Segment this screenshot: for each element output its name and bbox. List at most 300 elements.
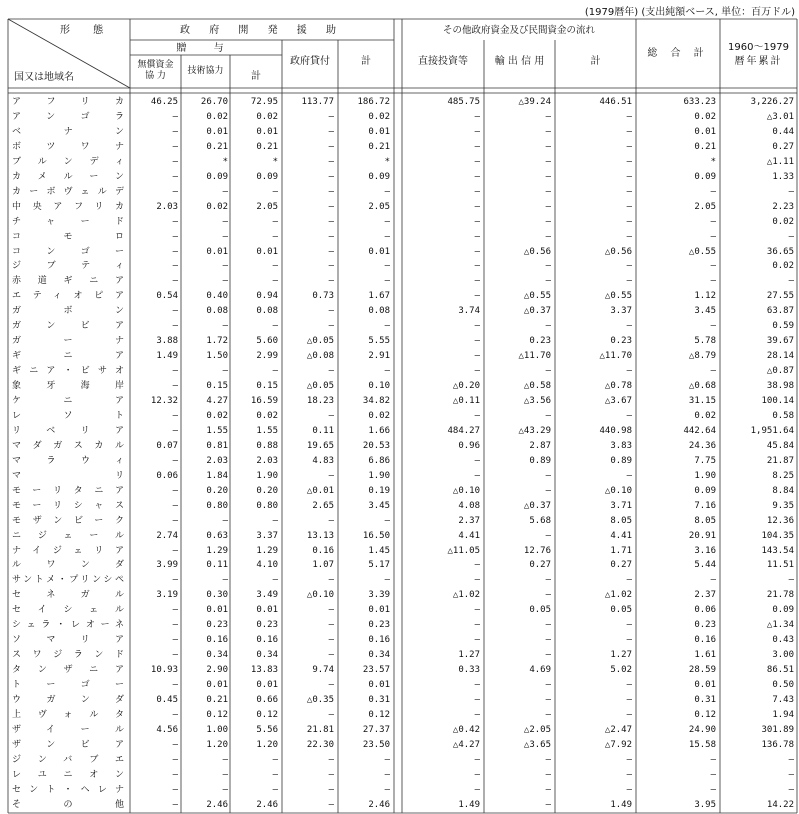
header-loans: 政府貸付 bbox=[290, 56, 330, 67]
value-cell: 3.45 bbox=[368, 500, 390, 511]
value-cell: — bbox=[626, 635, 632, 646]
value-cell: 0.12 bbox=[694, 709, 716, 720]
value-cell: — bbox=[788, 276, 794, 287]
value-cell: — bbox=[545, 141, 551, 152]
country-name: マリ bbox=[12, 470, 124, 481]
value-cell: △1.11 bbox=[766, 156, 794, 167]
value-cell: 3.71 bbox=[610, 500, 632, 511]
value-cell: 0.89 bbox=[529, 455, 551, 466]
value-cell: — bbox=[788, 784, 794, 795]
value-cell: 3.74 bbox=[458, 306, 480, 317]
value-cell: 3.19 bbox=[156, 590, 178, 601]
value-cell: — bbox=[474, 156, 480, 167]
value-cell: — bbox=[710, 366, 716, 377]
header-cumulative-1: 1960～1979 bbox=[728, 42, 789, 53]
value-cell: — bbox=[328, 186, 334, 197]
country-name: タンザニア bbox=[12, 665, 124, 676]
value-cell: 0.44 bbox=[772, 126, 794, 137]
value-cell: 440.98 bbox=[599, 425, 632, 436]
value-cell: — bbox=[172, 620, 178, 631]
value-cell: 0.23 bbox=[610, 336, 632, 347]
header-tech: 技術協力 bbox=[187, 66, 224, 76]
value-cell: 0.81 bbox=[206, 440, 228, 451]
table-row bbox=[0, 633, 799, 648]
value-cell: 3.00 bbox=[772, 650, 794, 661]
value-cell: 0.27 bbox=[772, 141, 794, 152]
value-cell: — bbox=[710, 261, 716, 272]
value-cell: 0.11 bbox=[312, 425, 334, 436]
value-cell: 2.46 bbox=[256, 799, 278, 810]
value-cell: — bbox=[328, 366, 334, 377]
value-cell: — bbox=[626, 171, 632, 182]
value-cell: 0.02 bbox=[256, 410, 278, 421]
country-name: レユニオン bbox=[12, 769, 124, 780]
value-cell: △0.35 bbox=[306, 695, 334, 705]
value-cell: 0.34 bbox=[206, 650, 228, 661]
header-country: 国又は地域名 bbox=[14, 72, 74, 83]
value-cell: — bbox=[474, 680, 480, 691]
value-cell: 2.03 bbox=[206, 455, 228, 466]
value-cell: 1.55 bbox=[206, 425, 228, 436]
value-cell: — bbox=[710, 231, 716, 242]
value-cell: — bbox=[626, 754, 632, 765]
value-cell: — bbox=[545, 171, 551, 182]
value-cell: 0.27 bbox=[529, 560, 551, 571]
value-cell: — bbox=[172, 410, 178, 421]
value-cell: 3.88 bbox=[156, 336, 178, 347]
country-name: モザンビーク bbox=[12, 515, 124, 526]
value-cell: — bbox=[328, 680, 334, 691]
value-cell: — bbox=[474, 276, 480, 287]
value-cell: — bbox=[545, 261, 551, 272]
value-cell: 3.83 bbox=[610, 440, 632, 451]
value-cell: — bbox=[474, 784, 480, 795]
value-cell: — bbox=[474, 231, 480, 242]
value-cell: — bbox=[474, 560, 480, 571]
table-row bbox=[0, 215, 799, 230]
value-cell: — bbox=[328, 261, 334, 272]
value-cell: 0.12 bbox=[368, 709, 390, 720]
value-cell: 0.08 bbox=[256, 306, 278, 317]
value-cell: 1.00 bbox=[206, 724, 228, 735]
value-cell: — bbox=[545, 709, 551, 720]
country-name: コモロ bbox=[12, 231, 124, 242]
country-name: セネガル bbox=[12, 590, 124, 601]
value-cell: — bbox=[384, 769, 390, 780]
value-cell: 24.90 bbox=[688, 724, 716, 735]
value-cell: 143.54 bbox=[761, 545, 794, 556]
value-cell: — bbox=[328, 515, 334, 526]
country-name: ブルンディ bbox=[12, 156, 124, 167]
value-cell: 3.37 bbox=[610, 306, 632, 317]
value-cell: 0.66 bbox=[256, 695, 278, 705]
value-cell: — bbox=[626, 709, 632, 720]
table-row bbox=[0, 110, 799, 125]
value-cell: 0.23 bbox=[529, 336, 551, 347]
value-cell: — bbox=[626, 156, 632, 167]
value-cell: — bbox=[172, 156, 178, 167]
value-cell: 1.67 bbox=[368, 291, 390, 302]
value-cell: 0.96 bbox=[458, 440, 480, 451]
value-cell: — bbox=[545, 321, 551, 332]
value-cell: — bbox=[474, 695, 480, 705]
value-cell: 1.33 bbox=[772, 171, 794, 182]
value-cell: 0.06 bbox=[694, 605, 716, 616]
value-cell: 0.50 bbox=[772, 680, 794, 691]
value-cell: 0.16 bbox=[256, 635, 278, 646]
value-cell: 28.59 bbox=[688, 665, 716, 676]
table-row bbox=[0, 125, 799, 140]
table-row bbox=[0, 484, 799, 499]
table-row bbox=[0, 783, 799, 798]
value-cell: 1.55 bbox=[256, 425, 278, 436]
value-cell: — bbox=[384, 515, 390, 526]
table-row bbox=[0, 499, 799, 514]
value-cell: 9.74 bbox=[312, 665, 334, 676]
table-row bbox=[0, 364, 799, 379]
value-cell: 0.45 bbox=[156, 695, 178, 705]
value-cell: 1,951.64 bbox=[750, 425, 794, 436]
value-cell: 13.83 bbox=[250, 665, 278, 676]
header-oof: その他政府資金及び民間資金の流れ bbox=[442, 25, 595, 36]
value-cell: 8.05 bbox=[610, 515, 632, 526]
value-cell: — bbox=[626, 276, 632, 287]
value-cell: 2.03 bbox=[156, 201, 178, 212]
value-cell: — bbox=[328, 784, 334, 795]
country-name: カーボヴェルデ bbox=[12, 186, 124, 197]
value-cell: 0.23 bbox=[206, 620, 228, 631]
country-name: ザイール bbox=[12, 724, 124, 735]
value-cell: — bbox=[172, 231, 178, 242]
country-name: セイシェル bbox=[12, 605, 124, 616]
value-cell: 21.81 bbox=[306, 724, 334, 735]
table-row bbox=[0, 558, 799, 573]
value-cell: 3.95 bbox=[694, 799, 716, 810]
value-cell: 2.46 bbox=[368, 799, 390, 810]
value-cell: 0.34 bbox=[368, 650, 390, 661]
country-name: ギニア・ビサオ bbox=[12, 366, 124, 377]
country-name: コンゴー bbox=[12, 246, 124, 257]
value-cell: 12.76 bbox=[523, 545, 551, 556]
value-cell: — bbox=[545, 410, 551, 421]
value-cell: — bbox=[788, 231, 794, 242]
value-cell: — bbox=[328, 620, 334, 631]
country-name: 中央アフリカ bbox=[12, 201, 124, 212]
value-cell: 1.66 bbox=[368, 425, 390, 436]
value-cell: 0.15 bbox=[256, 381, 278, 392]
value-cell: 20.91 bbox=[688, 530, 716, 541]
value-cell: — bbox=[545, 231, 551, 242]
value-cell: — bbox=[710, 216, 716, 227]
value-cell: — bbox=[384, 231, 390, 242]
value-cell: — bbox=[172, 515, 178, 526]
value-cell: — bbox=[222, 261, 228, 272]
value-cell: — bbox=[272, 276, 278, 287]
table-row bbox=[0, 245, 799, 260]
country-name: ジブティ bbox=[12, 261, 124, 272]
value-cell: 1.12 bbox=[694, 291, 716, 302]
country-name: ルワンダ bbox=[12, 560, 124, 571]
value-cell: 186.72 bbox=[357, 97, 390, 107]
header-oof-total: 計 bbox=[590, 56, 601, 67]
table-row bbox=[0, 185, 799, 200]
value-cell: 0.20 bbox=[206, 485, 228, 496]
value-cell: — bbox=[474, 366, 480, 377]
value-cell: — bbox=[272, 231, 278, 242]
value-cell: 0.01 bbox=[694, 126, 716, 137]
value-cell: — bbox=[172, 111, 178, 122]
value-cell: — bbox=[328, 111, 334, 122]
table-row bbox=[0, 723, 799, 738]
value-cell: — bbox=[545, 680, 551, 691]
value-cell: — bbox=[328, 410, 334, 421]
value-cell: — bbox=[545, 485, 551, 496]
value-cell: 0.01 bbox=[256, 126, 278, 137]
value-cell: 7.75 bbox=[694, 455, 716, 466]
value-cell: △3.56 bbox=[523, 396, 551, 406]
value-cell: 2.87 bbox=[529, 440, 551, 451]
value-cell: 0.09 bbox=[368, 171, 390, 182]
value-cell: 1.20 bbox=[256, 739, 278, 750]
value-cell: 16.59 bbox=[250, 396, 278, 406]
value-cell: 0.08 bbox=[368, 306, 390, 317]
value-cell: 485.75 bbox=[447, 97, 480, 107]
value-cell: 0.21 bbox=[256, 141, 278, 152]
header-grand-total: 総 合 計 bbox=[647, 48, 709, 59]
table-row bbox=[0, 439, 799, 454]
value-cell: — bbox=[328, 306, 334, 317]
value-cell: 0.02 bbox=[772, 261, 794, 272]
value-cell: 1.90 bbox=[694, 470, 716, 481]
country-name: モーリシャス bbox=[12, 500, 124, 511]
value-cell: — bbox=[328, 769, 334, 780]
value-cell: 0.21 bbox=[206, 695, 228, 705]
value-cell: 0.21 bbox=[694, 141, 716, 152]
value-cell: 21.87 bbox=[766, 455, 794, 466]
value-cell: △0.42 bbox=[452, 724, 480, 735]
value-cell: 0.01 bbox=[368, 680, 390, 691]
value-cell: 1.50 bbox=[206, 351, 228, 362]
value-cell: — bbox=[474, 186, 480, 197]
country-name: ニジェール bbox=[12, 530, 124, 541]
value-cell: △0.55 bbox=[523, 291, 551, 302]
value-cell: 1.29 bbox=[206, 545, 228, 556]
value-cell: — bbox=[626, 186, 632, 197]
value-cell: 0.19 bbox=[368, 485, 390, 496]
value-cell: — bbox=[172, 680, 178, 691]
table-row bbox=[0, 738, 799, 753]
value-cell: 0.01 bbox=[206, 605, 228, 616]
value-cell: △8.79 bbox=[688, 351, 716, 362]
value-cell: — bbox=[328, 635, 334, 646]
value-cell: — bbox=[545, 186, 551, 197]
country-name: 赤道ギニア bbox=[12, 276, 124, 287]
value-cell: — bbox=[545, 590, 551, 601]
value-cell: 2.05 bbox=[694, 201, 716, 212]
value-cell: 0.94 bbox=[256, 291, 278, 302]
value-cell: △0.20 bbox=[452, 381, 480, 392]
value-cell: — bbox=[384, 754, 390, 765]
value-cell: 0.01 bbox=[206, 246, 228, 257]
value-cell: — bbox=[222, 276, 228, 287]
value-cell: — bbox=[172, 500, 178, 511]
value-cell: — bbox=[384, 261, 390, 272]
value-cell: 26.70 bbox=[200, 97, 228, 107]
value-cell: — bbox=[172, 171, 178, 182]
value-cell: 28.14 bbox=[766, 351, 794, 362]
value-cell: — bbox=[474, 261, 480, 272]
value-cell: 3.37 bbox=[256, 530, 278, 541]
value-cell: 0.16 bbox=[312, 545, 334, 556]
value-cell: 0.54 bbox=[156, 291, 178, 302]
value-cell: 4.10 bbox=[256, 560, 278, 571]
value-cell: — bbox=[172, 769, 178, 780]
value-cell: 3.99 bbox=[156, 560, 178, 571]
value-cell: 0.43 bbox=[772, 635, 794, 646]
value-cell: — bbox=[545, 201, 551, 212]
value-cell: 9.35 bbox=[772, 500, 794, 511]
value-cell: — bbox=[222, 575, 228, 586]
table-row bbox=[0, 678, 799, 693]
value-cell: — bbox=[545, 366, 551, 377]
value-cell: 22.30 bbox=[306, 739, 334, 750]
value-cell: — bbox=[474, 171, 480, 182]
value-cell: — bbox=[474, 635, 480, 646]
value-cell: — bbox=[384, 366, 390, 377]
value-cell: 0.01 bbox=[694, 680, 716, 691]
value-cell: — bbox=[626, 231, 632, 242]
value-cell: — bbox=[172, 709, 178, 720]
value-cell: — bbox=[710, 276, 716, 287]
value-cell: 3.45 bbox=[694, 306, 716, 317]
value-cell: — bbox=[328, 201, 334, 212]
header-cumulative-2: 暦年累計 bbox=[734, 56, 783, 67]
value-cell: — bbox=[710, 186, 716, 197]
country-name: ガーナ bbox=[12, 336, 124, 347]
value-cell: △0.10 bbox=[306, 590, 334, 601]
value-cell: 4.41 bbox=[458, 530, 480, 541]
value-cell: — bbox=[172, 425, 178, 436]
value-cell: — bbox=[710, 575, 716, 586]
value-cell: 38.98 bbox=[766, 381, 794, 392]
value-cell: — bbox=[222, 321, 228, 332]
value-cell: — bbox=[328, 156, 334, 167]
value-cell: — bbox=[545, 620, 551, 631]
value-cell: 8.25 bbox=[772, 470, 794, 481]
value-cell: 5.56 bbox=[256, 724, 278, 735]
table-row bbox=[0, 319, 799, 334]
value-cell: 0.15 bbox=[206, 381, 228, 392]
value-cell: 12.36 bbox=[766, 515, 794, 526]
value-cell: — bbox=[474, 351, 480, 362]
value-cell: 0.31 bbox=[694, 695, 716, 705]
value-cell: 0.02 bbox=[206, 111, 228, 122]
value-cell: — bbox=[172, 799, 178, 810]
value-cell: 0.12 bbox=[206, 709, 228, 720]
table-row bbox=[0, 603, 799, 618]
value-cell: 0.23 bbox=[694, 620, 716, 631]
value-cell: 4.41 bbox=[610, 530, 632, 541]
value-cell: — bbox=[172, 754, 178, 765]
value-cell: 1.94 bbox=[772, 709, 794, 720]
country-name: ガンビア bbox=[12, 321, 124, 332]
value-cell: △0.05 bbox=[306, 336, 334, 347]
value-cell: 0.02 bbox=[368, 410, 390, 421]
value-cell: — bbox=[474, 291, 480, 302]
value-cell: △1.02 bbox=[604, 590, 632, 601]
value-cell: △0.56 bbox=[523, 246, 551, 257]
value-cell: — bbox=[272, 321, 278, 332]
value-cell: 7.43 bbox=[772, 695, 794, 705]
value-cell: — bbox=[384, 186, 390, 197]
value-cell: 27.37 bbox=[362, 724, 390, 735]
value-cell: 1.90 bbox=[368, 470, 390, 481]
value-cell: — bbox=[474, 141, 480, 152]
value-cell: 3.39 bbox=[368, 590, 390, 601]
value-cell: 0.10 bbox=[368, 381, 390, 392]
value-cell: 10.93 bbox=[150, 665, 178, 676]
value-cell: — bbox=[384, 784, 390, 795]
value-cell: 484.27 bbox=[447, 425, 480, 436]
country-name: その他 bbox=[12, 799, 124, 810]
value-cell: △0.55 bbox=[604, 291, 632, 302]
unit-note: (1979暦年) (支出純額ベース, 単位：百万ドル) bbox=[584, 7, 795, 18]
value-cell: 1.90 bbox=[256, 470, 278, 481]
value-cell: 5.55 bbox=[368, 336, 390, 347]
value-cell: — bbox=[474, 201, 480, 212]
country-name: サントメ・プリンシペ bbox=[12, 575, 124, 586]
value-cell: — bbox=[474, 470, 480, 481]
value-cell: — bbox=[328, 171, 334, 182]
value-cell: — bbox=[545, 799, 551, 810]
value-cell: — bbox=[626, 201, 632, 212]
value-cell: 2.65 bbox=[312, 500, 334, 511]
table-row bbox=[0, 588, 799, 603]
value-cell: 0.11 bbox=[206, 560, 228, 571]
value-cell: 0.58 bbox=[772, 410, 794, 421]
value-cell: 2.37 bbox=[694, 590, 716, 601]
table-row bbox=[0, 334, 799, 349]
value-cell: △0.68 bbox=[688, 381, 716, 392]
table-row bbox=[0, 529, 799, 544]
value-cell: 0.33 bbox=[458, 665, 480, 676]
value-cell: — bbox=[474, 620, 480, 631]
value-cell: △0.58 bbox=[523, 381, 551, 392]
value-cell: — bbox=[272, 366, 278, 377]
value-cell: — bbox=[328, 216, 334, 227]
value-cell: 39.67 bbox=[766, 336, 794, 347]
value-cell: * bbox=[384, 156, 390, 167]
country-name: セント・ヘレナ bbox=[12, 784, 124, 795]
value-cell: — bbox=[272, 216, 278, 227]
value-cell: 0.80 bbox=[206, 500, 228, 511]
header-form: 形 態 bbox=[60, 25, 114, 36]
value-cell: △0.08 bbox=[306, 351, 334, 362]
value-cell: 0.02 bbox=[772, 216, 794, 227]
country-name: ザンビア bbox=[12, 739, 124, 750]
value-cell: 0.02 bbox=[256, 111, 278, 122]
value-cell: — bbox=[222, 754, 228, 765]
value-cell: 12.32 bbox=[150, 396, 178, 406]
value-cell: △0.37 bbox=[523, 500, 551, 511]
value-cell: — bbox=[474, 754, 480, 765]
country-name: アンゴラ bbox=[12, 111, 124, 122]
value-cell: 8.05 bbox=[694, 515, 716, 526]
value-cell: — bbox=[710, 769, 716, 780]
value-cell: 104.35 bbox=[761, 530, 794, 541]
value-cell: 0.01 bbox=[256, 246, 278, 257]
value-cell: 1.71 bbox=[610, 545, 632, 556]
